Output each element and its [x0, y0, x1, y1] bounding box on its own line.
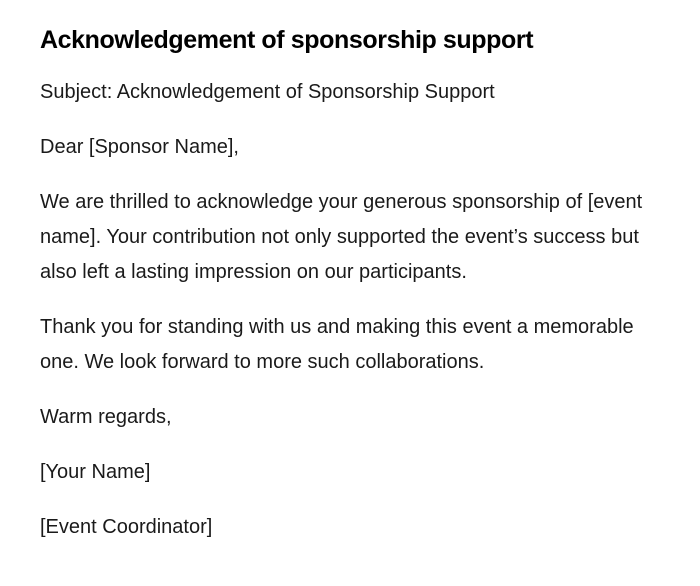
- body-paragraph-1: We are thrilled to acknowledge your generous sponsorship of [event name]. Your contribution not only supported the event’s success but also left a lasting impression on our participants.: [40, 191, 643, 283]
- signature-title: [Event Coordinator]: [40, 516, 213, 538]
- document-title: Acknowledgement of sponsorship support: [40, 26, 534, 54]
- salutation: Dear [Sponsor Name],: [40, 136, 239, 158]
- letter-document: [40, 22, 660, 565]
- signature-name: [Your Name]: [40, 461, 151, 483]
- closing: Warm regards,: [40, 406, 172, 428]
- subject-line: Subject: Acknowledgement of Sponsorship Support: [40, 81, 495, 103]
- body-paragraph-2: Thank you for standing with us and making this event a memorable one. We look forward to more such collaborations.: [40, 316, 634, 373]
